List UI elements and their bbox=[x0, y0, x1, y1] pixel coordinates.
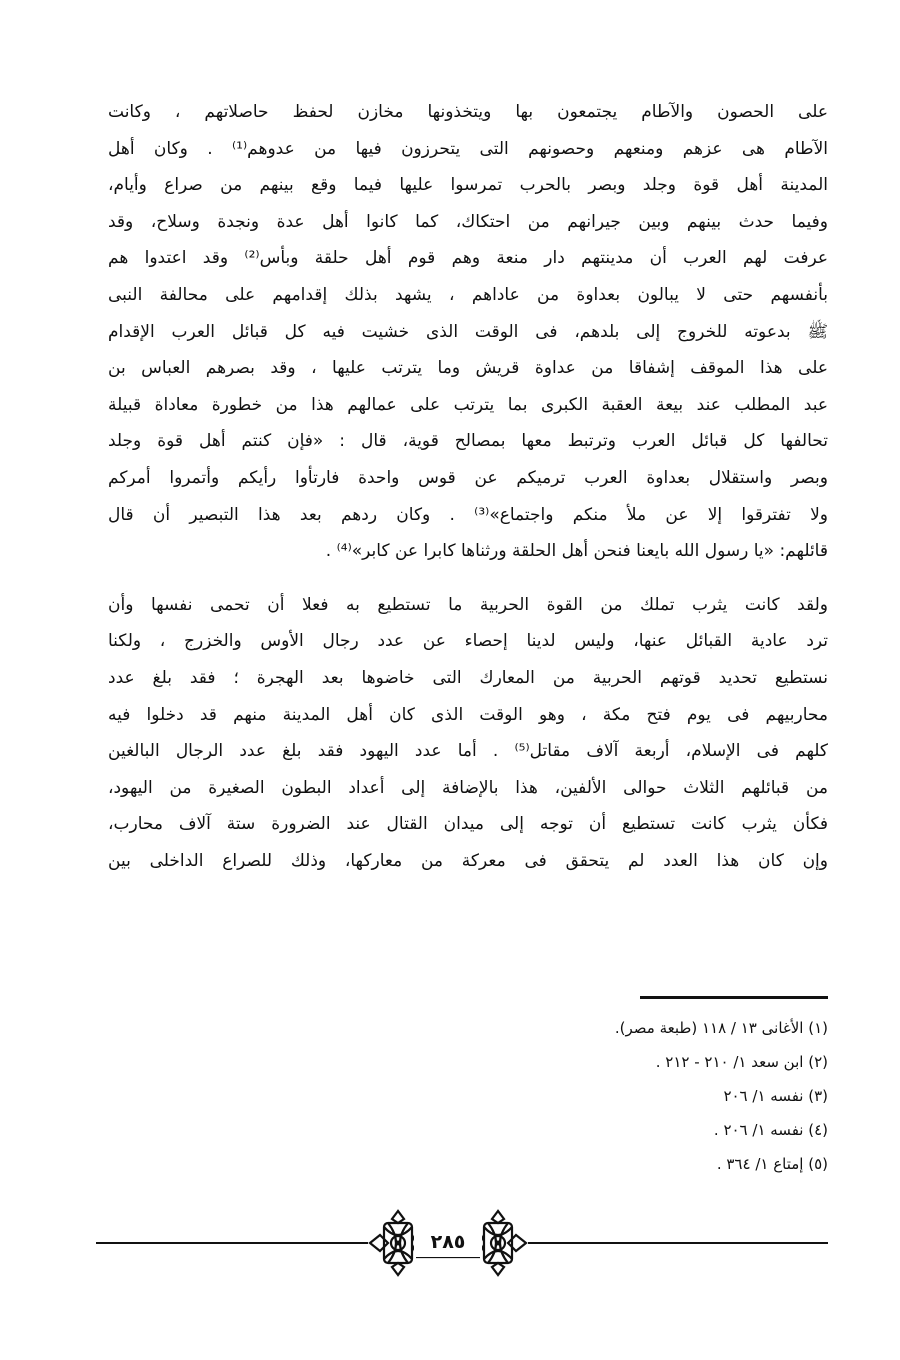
text-line: ﷺ بدعوته للخروج إلى بلدهم، فى الوقت الذى خشيت فيه كل قبائل العرب الإقدام bbox=[108, 321, 828, 342]
footnote-separator bbox=[640, 996, 828, 999]
text-line: وإن كان هذا العدد لم يتحقق فى معركة من معاركها، وذلك للصراع الداخلى بين bbox=[108, 850, 828, 871]
text-line: وبصر واستقلال بعداوة العرب ترميكم عن قوس واحدة فارتأوا رأيكم وأتمروا أمركم bbox=[108, 467, 828, 488]
text-line: بأنفسهم حتى لا يبالون بعداوة من عاداهم ، يشهد بذلك إقدامهم على محالفة النبى bbox=[108, 284, 828, 305]
text-line: كلهم فى الإسلام، أربعة آلاف مقاتل⁽⁵⁾ . أما عدد اليهود فقد بلغ عدد الرجال البالغين bbox=[108, 741, 828, 762]
text-line: ولا تفترقوا إلا عن ملأ منكم واجتماع»⁽³⁾ . وكان ردهم بعد هذا التبصير أن قال bbox=[108, 504, 828, 525]
page-number-ornament bbox=[366, 1205, 530, 1281]
footnote-1: (١) الأغانى ١٣ / ١١٨ (طبعة مصر). bbox=[614, 1019, 828, 1037]
paragraph-1 bbox=[108, 94, 828, 570]
text-line: الآطام هى عزهم ومنعهم وحصونهم التى يتحرزون فيها من عدوهم⁽¹⁾ . وكان أهل bbox=[108, 138, 828, 159]
text-line: عبد المطلب عند بيعة العقبة الكبرى بما يترتب على عمالهم هذا من خطورة معاداة قبيلة bbox=[108, 394, 828, 415]
text-line: عرفت لهم العرب أن مدينتهم دار منعة وهم قوم أهل حلقة وبأس⁽²⁾ وقد اعتدوا هم bbox=[108, 248, 828, 269]
footnotes bbox=[308, 1011, 828, 1181]
text-line: تحالفها كل قبائل العرب وترتبط معها بمصالح قوية، قال : «فإن كنتم أهل قوة وجلد bbox=[108, 431, 828, 452]
text-line: وفيما حدث بينهم وبين جيرانهم من احتكاك، كما كانوا أهل عدة ونجدة وسلاح، وقد bbox=[108, 211, 828, 232]
footer-rule-left bbox=[96, 1242, 368, 1244]
text-line: على هذا الموقف إشفاقا من عداوة قريش وما يترتب عليها ، وقد بصرهم العباس بن bbox=[108, 358, 828, 379]
text-line: ولقد كانت يثرب تملك من القوة الحربية ما تستطيع به فعلا أن تحمى نفسها وأن bbox=[108, 594, 828, 615]
footnote-2: (٢) ابن سعد ١/ ٢١٠ - ٢١٢ . bbox=[655, 1053, 828, 1071]
text-line: قائلهم: «يا رسول الله بايعنا فنحن أهل الحلقة ورثناها كابرا عن كابر»⁽⁴⁾ . bbox=[325, 541, 828, 562]
text-line: من قبائلهم الثلاث حوالى الألفين، هذا بالإضافة إلى أعداد البطون الصغيرة من اليهود، bbox=[108, 777, 828, 798]
paragraph-2 bbox=[108, 587, 828, 880]
footnote-3: (٣) نفسه ١/ ٢٠٦ bbox=[723, 1087, 828, 1105]
text-line: ترد عادية القبائل عنها، وليس لدينا إحصاء عن عدد رجال الأوس والخزرج ، ولكنا bbox=[108, 631, 828, 652]
footnote-5: (٥) إمتاع ١/ ٣٦٤ . bbox=[716, 1155, 828, 1173]
footer-rule-right bbox=[528, 1242, 828, 1244]
text-line: نستطيع تحديد قوتهم الحربية من المعارك التى خاضوها بعد الهجرة ؛ فقد بلغ عدد bbox=[108, 667, 828, 688]
text-line: محاربيهم فى يوم فتح مكة ، وهو الوقت الذى كان أهل المدينة منهم قد دخلوا فيه bbox=[108, 704, 828, 725]
main-text bbox=[108, 94, 828, 879]
page-number: ٢٨٥ bbox=[414, 1227, 482, 1257]
text-line: فكأن يثرب كانت تستطيع أن توجه إلى ميدان القتال عند الضرورة ستة آلاف محارب، bbox=[108, 814, 828, 835]
footnote-4: (٤) نفسه ١/ ٢٠٦ . bbox=[713, 1121, 828, 1139]
text-line: على الحصون والآطام يجتمعون بها ويتخذونها مخازن لحفظ حاصلاتهم ، وكانت bbox=[108, 102, 828, 122]
text-line: المدينة أهل قوة وجلد وبصر بالحرب تمرسوا عليها فيما وقع بينهم من صراع وأيام، bbox=[108, 175, 828, 196]
